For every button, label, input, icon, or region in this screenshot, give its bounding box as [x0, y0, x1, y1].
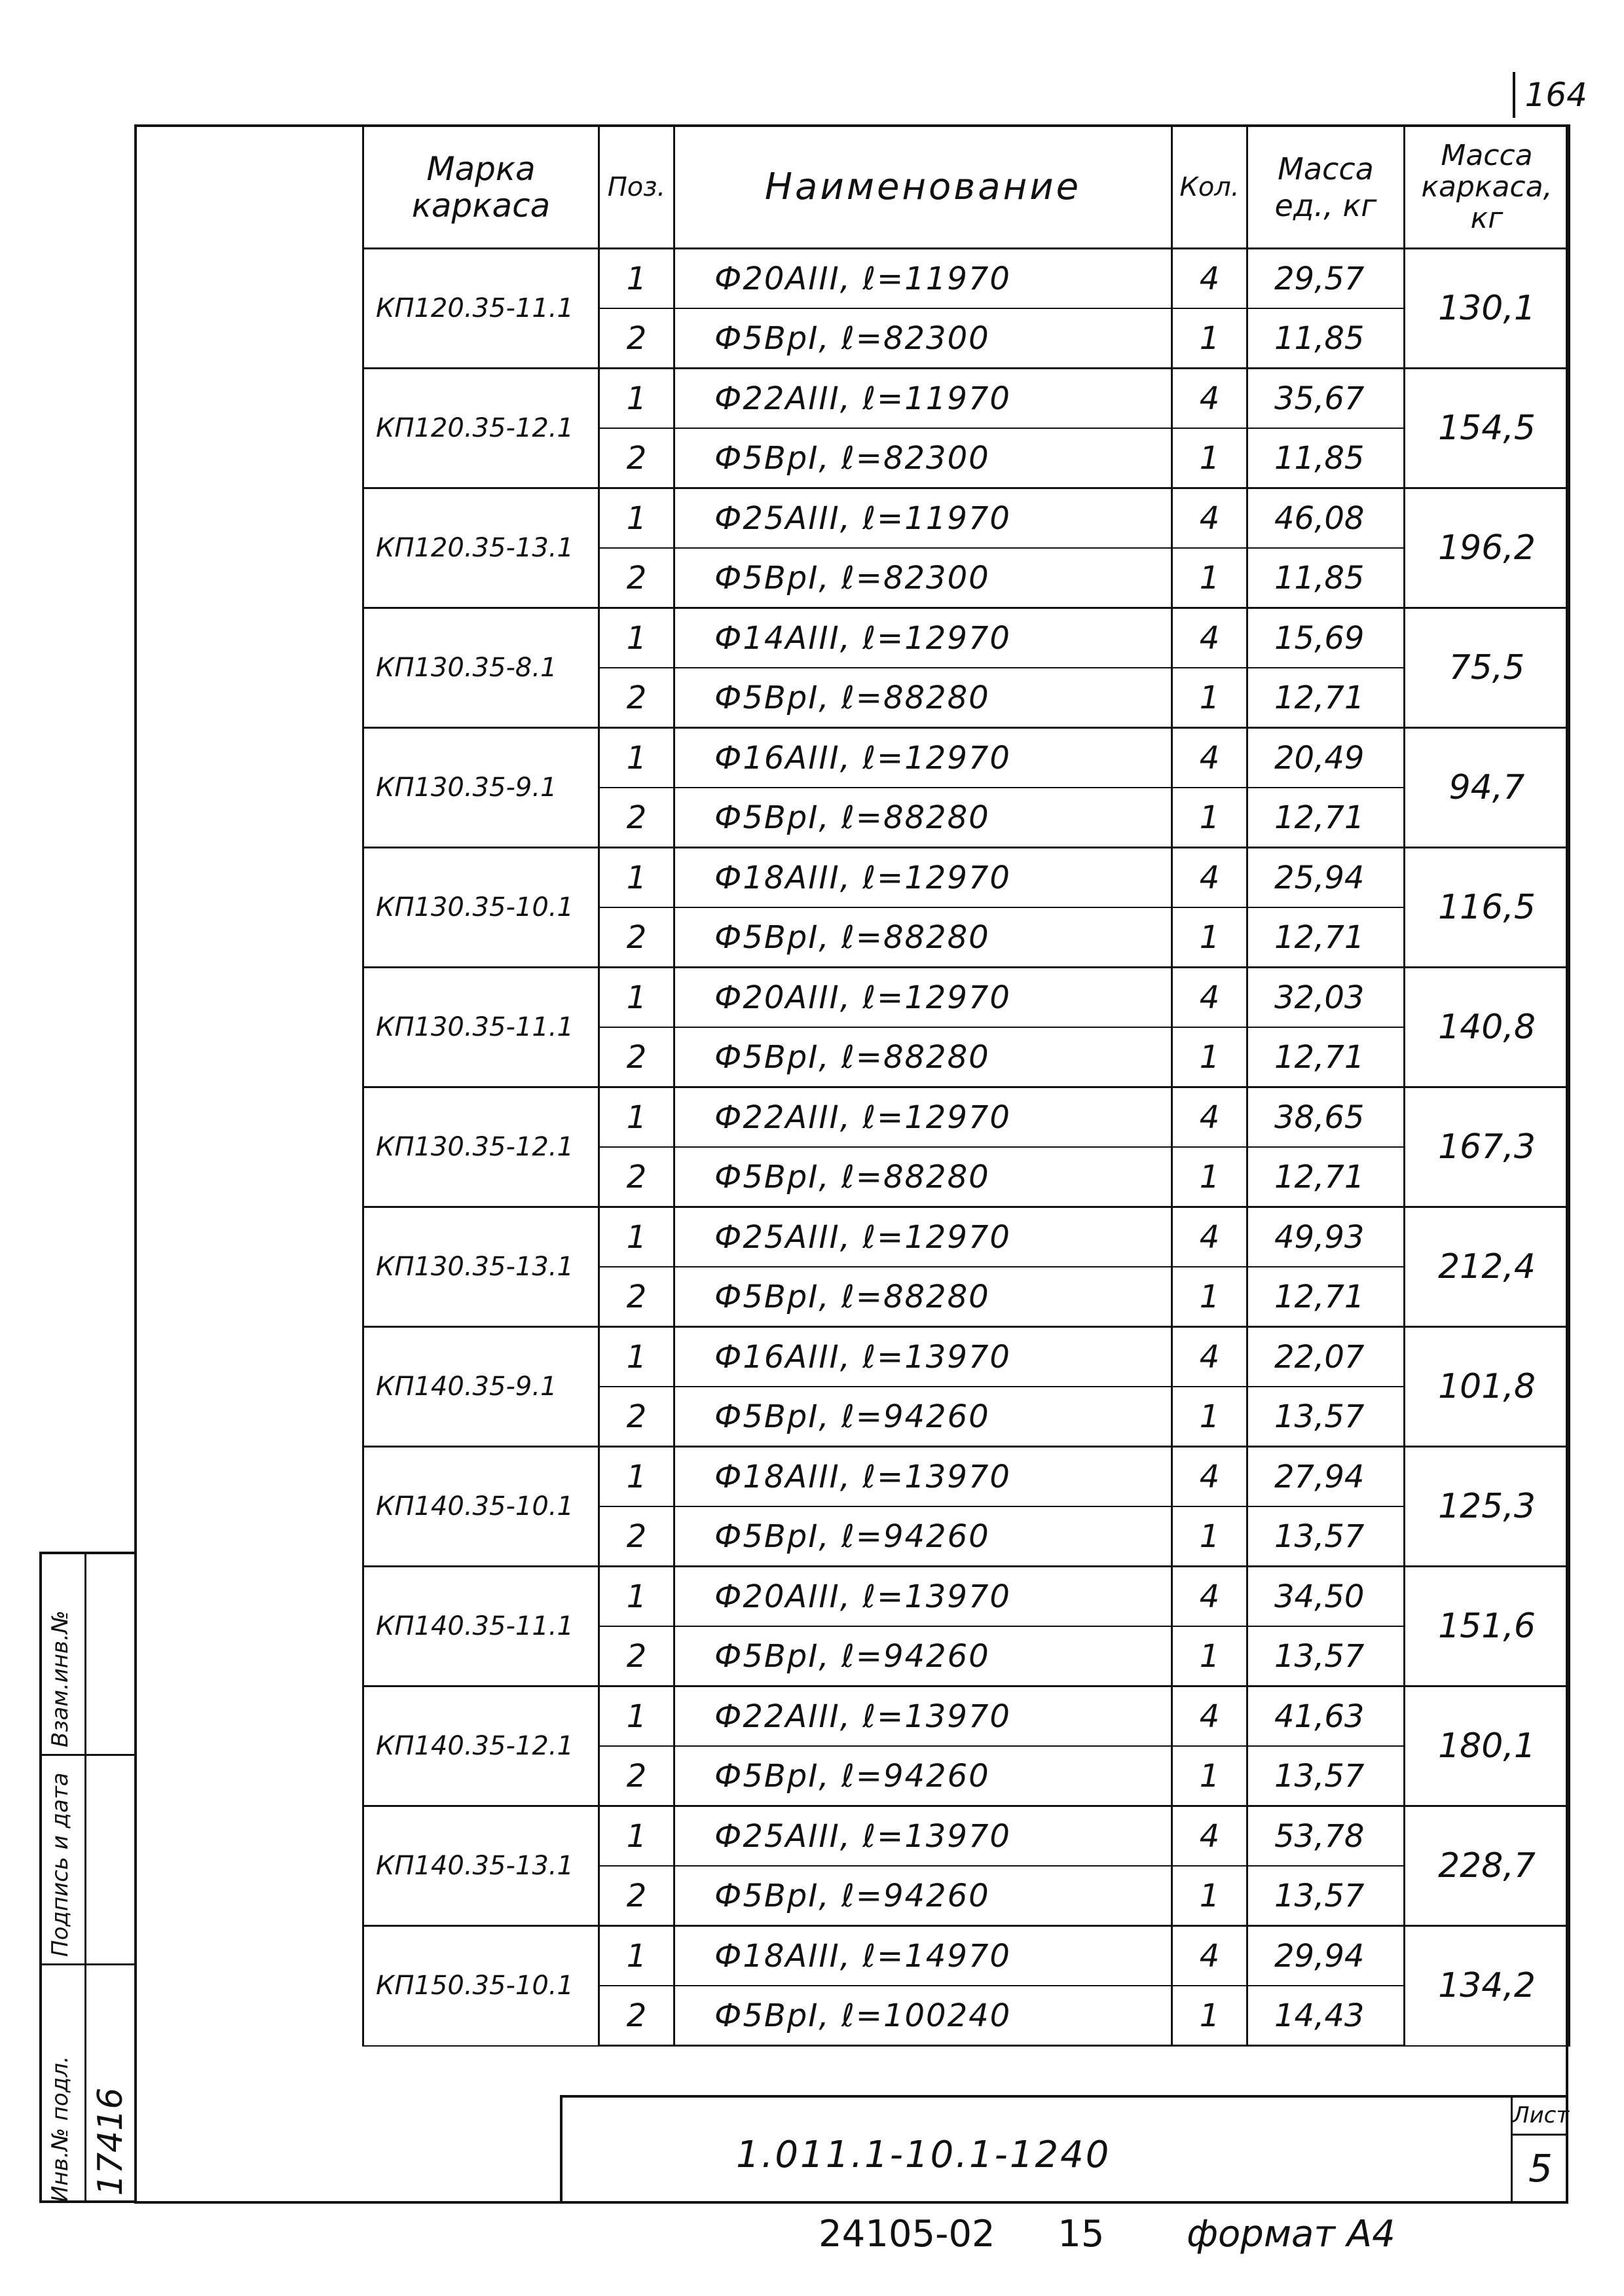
quantity-cell: 4: [1172, 1207, 1247, 1267]
unit-mass-cell: 12,71: [1247, 1027, 1405, 1087]
table-row: [363, 1327, 1570, 1387]
quantity-cell: 4: [1172, 608, 1247, 668]
unit-mass-cell: 29,94: [1247, 1926, 1405, 1986]
unit-mass-cell: 13,57: [1247, 1387, 1405, 1447]
frame-mark-cell: КП140.35-12.1: [363, 1686, 599, 1806]
frame-mark-cell: КП120.35-13.1: [363, 488, 599, 608]
frame-mark-cell: КП140.35-11.1: [363, 1567, 599, 1686]
unit-mass-cell: 41,63: [1247, 1686, 1405, 1747]
quantity-cell: 4: [1172, 848, 1247, 908]
name-cell: Ф16АIII, ℓ=13970: [674, 1327, 1172, 1387]
table-row: [363, 249, 1570, 309]
position-cell: 2: [599, 1746, 674, 1806]
specification-table: [362, 124, 1570, 2047]
frame-mark-cell: КП140.35-9.1: [363, 1327, 599, 1447]
name-cell: Ф22АIII, ℓ=12970: [674, 1087, 1172, 1148]
quantity-cell: 4: [1172, 1087, 1247, 1148]
left-registration-strip: [39, 1552, 134, 2203]
quantity-cell: 1: [1172, 1986, 1247, 2046]
position-cell: 1: [599, 728, 674, 788]
position-cell: 2: [599, 1626, 674, 1686]
unit-mass-cell: 46,08: [1247, 488, 1405, 549]
unit-mass-cell: 12,71: [1247, 907, 1405, 968]
name-cell: Ф25АIII, ℓ=13970: [674, 1806, 1172, 1867]
quantity-cell: 4: [1172, 488, 1247, 549]
frame-mark-cell: КП140.35-10.1: [363, 1447, 599, 1567]
quantity-cell: 1: [1172, 788, 1247, 848]
frame-mass-cell: 125,3: [1405, 1447, 1570, 1567]
table-row: [363, 369, 1570, 429]
frame-mark-cell: КП130.35-13.1: [363, 1207, 599, 1327]
quantity-cell: 4: [1172, 1926, 1247, 1986]
quantity-cell: 4: [1172, 1806, 1247, 1867]
frame-mark-cell: КП130.35-12.1: [363, 1087, 599, 1207]
quantity-cell: 1: [1172, 1027, 1247, 1087]
header-frame-mass: Масса каркаса, кг: [1405, 126, 1570, 249]
quantity-cell: 4: [1172, 369, 1247, 429]
position-cell: 1: [599, 1087, 674, 1148]
name-cell: Ф25АIII, ℓ=11970: [674, 488, 1172, 549]
position-cell: 1: [599, 968, 674, 1028]
table-row: [363, 728, 1570, 788]
frame-mass-cell: 151,6: [1405, 1567, 1570, 1686]
unit-mass-cell: 11,85: [1247, 428, 1405, 488]
quantity-cell: 4: [1172, 728, 1247, 788]
replace-label: Взам.инв.№: [47, 1610, 73, 1747]
position-cell: 1: [599, 249, 674, 309]
unit-mass-cell: 12,71: [1247, 668, 1405, 728]
name-cell: Ф5ВрI, ℓ=82300: [674, 548, 1172, 608]
document-code: 1.011.1-10.1-1240: [736, 2134, 1111, 2176]
position-cell: 1: [599, 1447, 674, 1507]
unit-mass-cell: 32,03: [1247, 968, 1405, 1028]
position-cell: 1: [599, 1567, 674, 1627]
unit-mass-cell: 12,71: [1247, 1147, 1405, 1207]
name-cell: Ф18АIII, ℓ=13970: [674, 1447, 1172, 1507]
unit-mass-cell: 25,94: [1247, 848, 1405, 908]
header-pos: Поз.: [599, 126, 674, 249]
name-cell: Ф5ВрI, ℓ=82300: [674, 428, 1172, 488]
table-row: [363, 968, 1570, 1028]
position-cell: 1: [599, 1207, 674, 1267]
table-row: [363, 1686, 1570, 1747]
frame-mass-cell: 212,4: [1405, 1207, 1570, 1327]
frame-mass-cell: 130,1: [1405, 249, 1570, 369]
name-cell: Ф5ВрI, ℓ=94260: [674, 1866, 1172, 1926]
header-unit-mass: Масса ед., кг: [1247, 126, 1405, 249]
header-name: Наименование: [674, 126, 1172, 249]
frame-mark-cell: КП150.35-10.1: [363, 1926, 599, 2046]
name-cell: Ф5ВрI, ℓ=88280: [674, 1267, 1172, 1327]
name-cell: Ф16АIII, ℓ=12970: [674, 728, 1172, 788]
frame-mark-cell: КП140.35-13.1: [363, 1806, 599, 1926]
table-row: [363, 1087, 1570, 1148]
name-cell: Ф22АIII, ℓ=13970: [674, 1686, 1172, 1747]
name-cell: Ф5ВрI, ℓ=88280: [674, 788, 1172, 848]
quantity-cell: 1: [1172, 1147, 1247, 1207]
name-cell: Ф5ВрI, ℓ=88280: [674, 1147, 1172, 1207]
frame-mass-cell: 75,5: [1405, 608, 1570, 728]
unit-mass-cell: 22,07: [1247, 1327, 1405, 1387]
unit-mass-cell: 20,49: [1247, 728, 1405, 788]
frame-mass-cell: 134,2: [1405, 1926, 1570, 2046]
frame-mass-cell: 154,5: [1405, 369, 1570, 488]
position-cell: 2: [599, 788, 674, 848]
unit-mass-cell: 12,71: [1247, 788, 1405, 848]
format-label: формат А4: [1187, 2213, 1395, 2255]
unit-mass-cell: 13,57: [1247, 1866, 1405, 1926]
name-cell: Ф5ВрI, ℓ=94260: [674, 1626, 1172, 1686]
table-row: [363, 1447, 1570, 1507]
name-cell: Ф18АIII, ℓ=14970: [674, 1926, 1172, 1986]
title-block: [560, 2095, 1568, 2201]
page-number: 164: [1513, 72, 1587, 118]
table-row: [363, 848, 1570, 908]
table-row: [363, 1806, 1570, 1867]
quantity-cell: 4: [1172, 1686, 1247, 1747]
position-cell: 1: [599, 369, 674, 429]
quantity-cell: 4: [1172, 1327, 1247, 1387]
strip-divider-1: [42, 1754, 137, 1756]
order-number: 24105-02: [819, 2213, 995, 2255]
name-cell: Ф5ВрI, ℓ=88280: [674, 907, 1172, 968]
quantity-cell: 1: [1172, 428, 1247, 488]
table-row: [363, 1207, 1570, 1267]
position-cell: 2: [599, 428, 674, 488]
frame-mass-cell: 196,2: [1405, 488, 1570, 608]
position-cell: 2: [599, 548, 674, 608]
frame-mark-cell: КП130.35-11.1: [363, 968, 599, 1087]
frame-bottom-line: [134, 2201, 1568, 2204]
position-cell: 1: [599, 488, 674, 549]
frame-mark-cell: КП120.35-12.1: [363, 369, 599, 488]
header-mark: Марка каркаса: [363, 126, 599, 249]
position-cell: 1: [599, 608, 674, 668]
name-cell: Ф5ВрI, ℓ=94260: [674, 1746, 1172, 1806]
name-cell: Ф20АIII, ℓ=12970: [674, 968, 1172, 1028]
unit-mass-cell: 49,93: [1247, 1207, 1405, 1267]
unit-mass-cell: 14,43: [1247, 1986, 1405, 2046]
name-cell: Ф20АIII, ℓ=13970: [674, 1567, 1172, 1627]
copy-number: 15: [1058, 2213, 1105, 2255]
quantity-cell: 4: [1172, 249, 1247, 309]
name-cell: Ф5ВрI, ℓ=82300: [674, 308, 1172, 369]
position-cell: 2: [599, 308, 674, 369]
frame-mass-cell: 167,3: [1405, 1087, 1570, 1207]
position-cell: 2: [599, 1986, 674, 2046]
unit-mass-cell: 34,50: [1247, 1567, 1405, 1627]
quantity-cell: 1: [1172, 907, 1247, 968]
table-header-row: [363, 126, 1570, 249]
quantity-cell: 1: [1172, 1866, 1247, 1926]
unit-mass-cell: 12,71: [1247, 1267, 1405, 1327]
footer: [819, 2213, 1395, 2255]
name-cell: Ф5ВрI, ℓ=94260: [674, 1506, 1172, 1567]
frame-mass-cell: 94,7: [1405, 728, 1570, 848]
table-row: [363, 488, 1570, 549]
unit-mass-cell: 38,65: [1247, 1087, 1405, 1148]
frame-mark-cell: КП130.35-9.1: [363, 728, 599, 848]
signature-label: Подпись и дата: [47, 1772, 73, 1957]
unit-mass-cell: 29,57: [1247, 249, 1405, 309]
frame-mass-cell: 116,5: [1405, 848, 1570, 968]
quantity-cell: 1: [1172, 668, 1247, 728]
sheet-label: Лист: [1513, 2098, 1568, 2136]
unit-mass-cell: 53,78: [1247, 1806, 1405, 1867]
table-row: [363, 1926, 1570, 1986]
unit-mass-cell: 35,67: [1247, 369, 1405, 429]
name-cell: Ф22АIII, ℓ=11970: [674, 369, 1172, 429]
frame-mass-cell: 140,8: [1405, 968, 1570, 1087]
quantity-cell: 1: [1172, 308, 1247, 369]
unit-mass-cell: 27,94: [1247, 1447, 1405, 1507]
frame-mass-cell: 101,8: [1405, 1327, 1570, 1447]
position-cell: 2: [599, 1147, 674, 1207]
quantity-cell: 1: [1172, 1626, 1247, 1686]
table-row: [363, 1567, 1570, 1627]
position-cell: 2: [599, 907, 674, 968]
name-cell: Ф20АIII, ℓ=11970: [674, 249, 1172, 309]
name-cell: Ф18АIII, ℓ=12970: [674, 848, 1172, 908]
position-cell: 1: [599, 1686, 674, 1747]
strip-divider-2: [42, 1963, 137, 1965]
unit-mass-cell: 11,85: [1247, 308, 1405, 369]
quantity-cell: 1: [1172, 1387, 1247, 1447]
inv-label: Инв.№ подл.: [47, 2056, 73, 2202]
position-cell: 1: [599, 1926, 674, 1986]
quantity-cell: 4: [1172, 1447, 1247, 1507]
position-cell: 2: [599, 1506, 674, 1567]
inv-value: 17416: [91, 2087, 130, 2196]
unit-mass-cell: 15,69: [1247, 608, 1405, 668]
name-cell: Ф14АIII, ℓ=12970: [674, 608, 1172, 668]
table-row: [363, 608, 1570, 668]
quantity-cell: 1: [1172, 1746, 1247, 1806]
frame-mass-cell: 228,7: [1405, 1806, 1570, 1926]
position-cell: 2: [599, 1027, 674, 1087]
frame-mark-cell: КП130.35-8.1: [363, 608, 599, 728]
position-cell: 1: [599, 848, 674, 908]
position-cell: 2: [599, 668, 674, 728]
frame-mark-cell: КП130.35-10.1: [363, 848, 599, 968]
table-body: [363, 249, 1570, 2046]
frame-mark-cell: КП120.35-11.1: [363, 249, 599, 369]
unit-mass-cell: 13,57: [1247, 1746, 1405, 1806]
header-qty: Кол.: [1172, 126, 1247, 249]
quantity-cell: 1: [1172, 1267, 1247, 1327]
name-cell: Ф5ВрI, ℓ=88280: [674, 668, 1172, 728]
quantity-cell: 4: [1172, 1567, 1247, 1627]
position-cell: 2: [599, 1387, 674, 1447]
position-cell: 1: [599, 1806, 674, 1867]
unit-mass-cell: 11,85: [1247, 548, 1405, 608]
sheet-box: [1511, 2098, 1568, 2201]
quantity-cell: 1: [1172, 1506, 1247, 1567]
quantity-cell: 1: [1172, 548, 1247, 608]
position-cell: 2: [599, 1866, 674, 1926]
name-cell: Ф5ВрI, ℓ=94260: [674, 1387, 1172, 1447]
sheet-number: 5: [1528, 2146, 1553, 2191]
name-cell: Ф5ВрI, ℓ=88280: [674, 1027, 1172, 1087]
position-cell: 1: [599, 1327, 674, 1387]
name-cell: Ф5ВрI, ℓ=100240: [674, 1986, 1172, 2046]
quantity-cell: 4: [1172, 968, 1247, 1028]
unit-mass-cell: 13,57: [1247, 1626, 1405, 1686]
position-cell: 2: [599, 1267, 674, 1327]
frame-mass-cell: 180,1: [1405, 1686, 1570, 1806]
name-cell: Ф25АIII, ℓ=12970: [674, 1207, 1172, 1267]
unit-mass-cell: 13,57: [1247, 1506, 1405, 1567]
